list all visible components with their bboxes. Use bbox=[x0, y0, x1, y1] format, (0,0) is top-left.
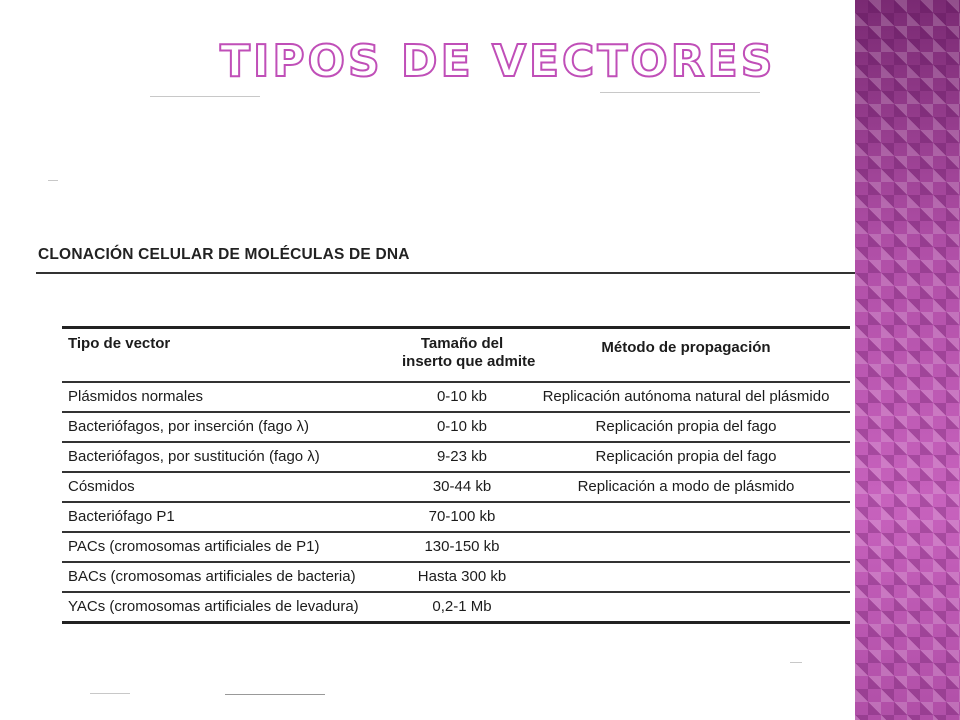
table-header bbox=[62, 329, 850, 381]
slide-title: TIPOS DE VECTORES bbox=[220, 36, 776, 87]
header-vector-type: Tipo de vector bbox=[68, 335, 171, 352]
scan-mark bbox=[150, 96, 260, 97]
header-insert-size-line1: Tamaño del bbox=[420, 335, 504, 352]
cell-size: 0,2-1 Mb bbox=[432, 598, 492, 616]
header-propagation-method: Método de propagación bbox=[601, 339, 771, 356]
cell-size: 0-10 kb bbox=[436, 418, 488, 436]
cell-vector: Bacteriófagos, por sustitución (fago λ) bbox=[68, 448, 320, 466]
heading-rule bbox=[36, 272, 855, 274]
scan-mark bbox=[600, 92, 760, 93]
table-row bbox=[62, 503, 850, 532]
scan-mark bbox=[225, 694, 325, 695]
decorative-side-band bbox=[855, 0, 960, 720]
cell-size: Hasta 300 kb bbox=[417, 568, 507, 586]
cell-method: Replicación a modo de plásmido bbox=[577, 478, 795, 496]
scan-mark bbox=[790, 662, 802, 663]
cell-method: Replicación autónoma natural del plásmido bbox=[542, 388, 830, 406]
cell-size: 30-44 kb bbox=[432, 478, 492, 496]
table-row bbox=[62, 563, 850, 592]
scan-mark bbox=[48, 180, 58, 181]
cell-vector: Plásmidos normales bbox=[68, 388, 204, 406]
header-insert-size-line2: inserto que admite bbox=[402, 353, 536, 370]
table-row bbox=[62, 413, 850, 442]
header-insert-size bbox=[402, 329, 536, 381]
cell-size: 70-100 kb bbox=[428, 508, 496, 526]
table-row bbox=[62, 593, 850, 622]
cell-vector: Bacteriófagos, por inserción (fago λ) bbox=[68, 418, 309, 436]
cell-size: 0-10 kb bbox=[436, 388, 488, 406]
cell-method: Replicación propia del fago bbox=[595, 448, 777, 466]
cell-method: Replicación propia del fago bbox=[595, 418, 777, 436]
cell-size: 9-23 kb bbox=[436, 448, 488, 466]
document-heading: CLONACIÓN CELULAR DE MOLÉCULAS DE DNA bbox=[38, 246, 410, 263]
cell-vector: PACs (cromosomas artificiales de P1) bbox=[68, 538, 320, 556]
vector-table bbox=[62, 326, 850, 624]
cell-vector: YACs (cromosomas artificiales de levadura) bbox=[68, 598, 359, 616]
table-row bbox=[62, 383, 850, 412]
cell-vector: Cósmidos bbox=[68, 478, 135, 496]
table-row bbox=[62, 533, 850, 562]
table-bottom-rule bbox=[62, 621, 850, 624]
scan-mark bbox=[90, 693, 130, 694]
cell-size: 130-150 kb bbox=[424, 538, 500, 556]
cell-vector: Bacteriófago P1 bbox=[68, 508, 175, 526]
table-row bbox=[62, 473, 850, 502]
cell-vector: BACs (cromosomas artificiales de bacteria) bbox=[68, 568, 356, 586]
table-row bbox=[62, 443, 850, 472]
